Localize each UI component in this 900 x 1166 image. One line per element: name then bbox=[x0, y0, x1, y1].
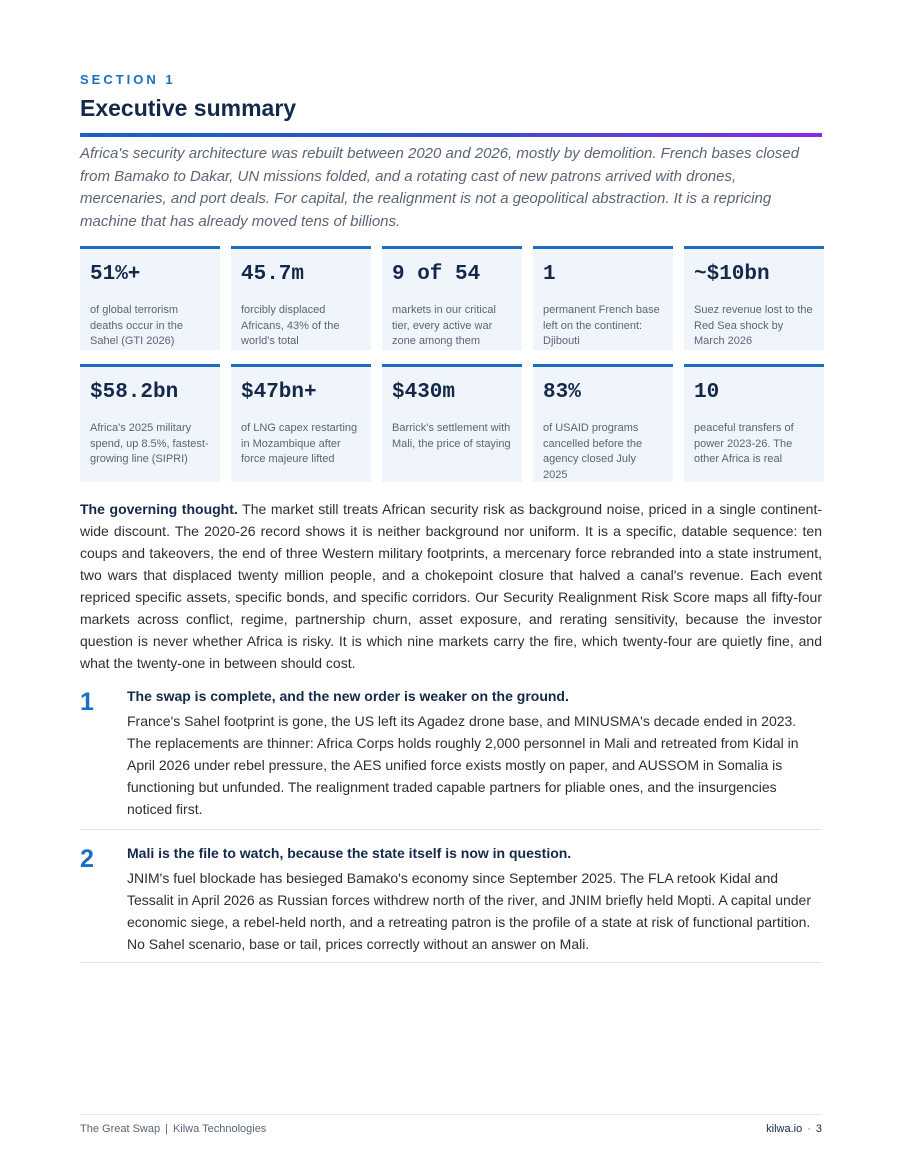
stat-value: ~$10bn bbox=[694, 263, 770, 286]
stat-card bbox=[231, 246, 371, 350]
key-point-2 bbox=[80, 843, 822, 963]
stat-value: 1 bbox=[543, 263, 556, 286]
title-rule bbox=[80, 133, 822, 137]
intro-paragraph: Africa's security architecture was rebuilt between 2020 and 2026, mostly by demolition. French bases closed from Bamako to Dakar, UN missions folded, and a rotating cast of new patrons arrived with drones, mercenaries, and port deals. For capital, the realignment is not a geopolitical abstraction. It is a repricing machine that has already moved tens of billions. bbox=[80, 145, 800, 230]
footer-left bbox=[80, 1123, 266, 1135]
stat-value: 83% bbox=[543, 381, 581, 404]
footer-doc-title: The Great Swap bbox=[80, 1123, 161, 1135]
stat-card bbox=[382, 364, 522, 482]
point-number: 2 bbox=[80, 845, 94, 873]
point-number: 1 bbox=[80, 688, 94, 716]
section-label: SECTION 1 bbox=[80, 72, 176, 87]
stat-value: $58.2bn bbox=[90, 381, 179, 404]
point-body bbox=[127, 843, 822, 955]
stat-description: markets in our critical tier, every active war zone among them bbox=[392, 304, 496, 347]
stat-description: Barrick's settlement with Mali, the price of staying bbox=[392, 422, 511, 450]
page-number: 3 bbox=[815, 1123, 822, 1135]
point-title: The swap is complete, and the new order is weaker on the ground. bbox=[127, 688, 569, 704]
stat-description: of LNG capex restarting in Mozambique after force majeure lifted bbox=[241, 422, 358, 465]
stat-description: peaceful transfers of power 2023-26. The other Africa is real bbox=[694, 422, 794, 465]
stat-card bbox=[80, 246, 220, 350]
stat-value: 51%+ bbox=[90, 263, 141, 286]
governing-thought-paragraph bbox=[80, 498, 822, 674]
point-title: Mali is the file to watch, because the state itself is now in question. bbox=[127, 845, 572, 861]
stat-card bbox=[533, 364, 673, 482]
stat-description: Suez revenue lost to the Red Sea shock by March 2026 bbox=[694, 304, 813, 347]
stat-card bbox=[80, 364, 220, 482]
governing-thought-text: The market still treats African security risk as background noise, priced in a single continent-wide discount. The 2020-26 record shows it is neither background nor uniform. It is a specific, datable sequence: ten coups and takeovers, the end of three Western military footprints, a mercenary force rebranded into a state instrument, two wars that displaced twenty million people, and a chokepoint closure that halved a canal's revenue. Each event repriced specific assets, specific bonds, and specific corridors. Our Security Realignment Risk Score maps all fifty-four markets across conflict, regime, partnership churn, asset exposure, and rerating sensitivity, because the investor question is never whether Africa is risky. It is which nine markets carry the fire, which twenty-four are quietly fine, and what the twenty-one in between should cost. bbox=[80, 501, 822, 671]
page-title: Executive summary bbox=[80, 95, 297, 121]
stat-value: 45.7m bbox=[241, 263, 305, 286]
point-body bbox=[127, 686, 822, 820]
stat-description: of global terrorism deaths occur in the Sahel (GTI 2026) bbox=[90, 304, 183, 347]
stat-card bbox=[382, 246, 522, 350]
stat-description: Africa's 2025 military spend, up 8.5%, fastest-growing line (SIPRI) bbox=[90, 422, 209, 465]
stat-card bbox=[533, 246, 673, 350]
stats-row-1 bbox=[80, 246, 822, 350]
footer-company: Kilwa Technologies bbox=[172, 1123, 267, 1135]
footer-separator: | bbox=[165, 1123, 168, 1135]
footer-rule bbox=[80, 1114, 822, 1115]
stat-card bbox=[684, 246, 824, 350]
stat-description: of USAID programs cancelled before the agency closed July 2025 bbox=[543, 422, 643, 481]
stat-value: $430m bbox=[392, 381, 456, 404]
governing-thought-lead: The governing thought. bbox=[80, 501, 238, 517]
point-text: JNIM's fuel blockade has besieged Bamako's economy since September 2025. The FLA retook Kidal and Tessalit in April 2026 as Russian forces withdrew north of the river, and JNIM briefly held Mopti. A capital under economic siege, a rebel-held north, and a retreating patron is the profile of a state at risk of functional partition. No Sahel scenario, base or tail, prices correctly without an answer on Mali. bbox=[127, 870, 812, 952]
stats-row-2 bbox=[80, 364, 822, 482]
stat-card bbox=[684, 364, 824, 482]
stat-value: 9 of 54 bbox=[392, 263, 481, 286]
stat-description: permanent French base left on the continent: Djibouti bbox=[543, 304, 660, 347]
stat-value: $47bn+ bbox=[241, 381, 317, 404]
footer-site: kilwa.io bbox=[766, 1123, 803, 1135]
key-point-1 bbox=[80, 686, 822, 830]
footer-right bbox=[766, 1123, 822, 1135]
stat-description: forcibly displaced Africans, 43% of the world's total bbox=[241, 304, 340, 347]
point-text: France's Sahel footprint is gone, the US left its Agadez drone base, and MINUSMA's decade ended in 2023. The replacements are thinner: Africa Corps holds roughly 2,000 personnel in Mali and retreated from Kidal in April 2026 under rebel pressure, the AES unified force exists mostly on paper, and AUSSOM in Somalia is functioning but unfunded. The realignment traded capable partners for pliable ones, and the insurgencies noticed first. bbox=[127, 713, 799, 817]
stat-card bbox=[231, 364, 371, 482]
footer-dot: · bbox=[807, 1123, 811, 1135]
stat-value: 10 bbox=[694, 381, 720, 404]
